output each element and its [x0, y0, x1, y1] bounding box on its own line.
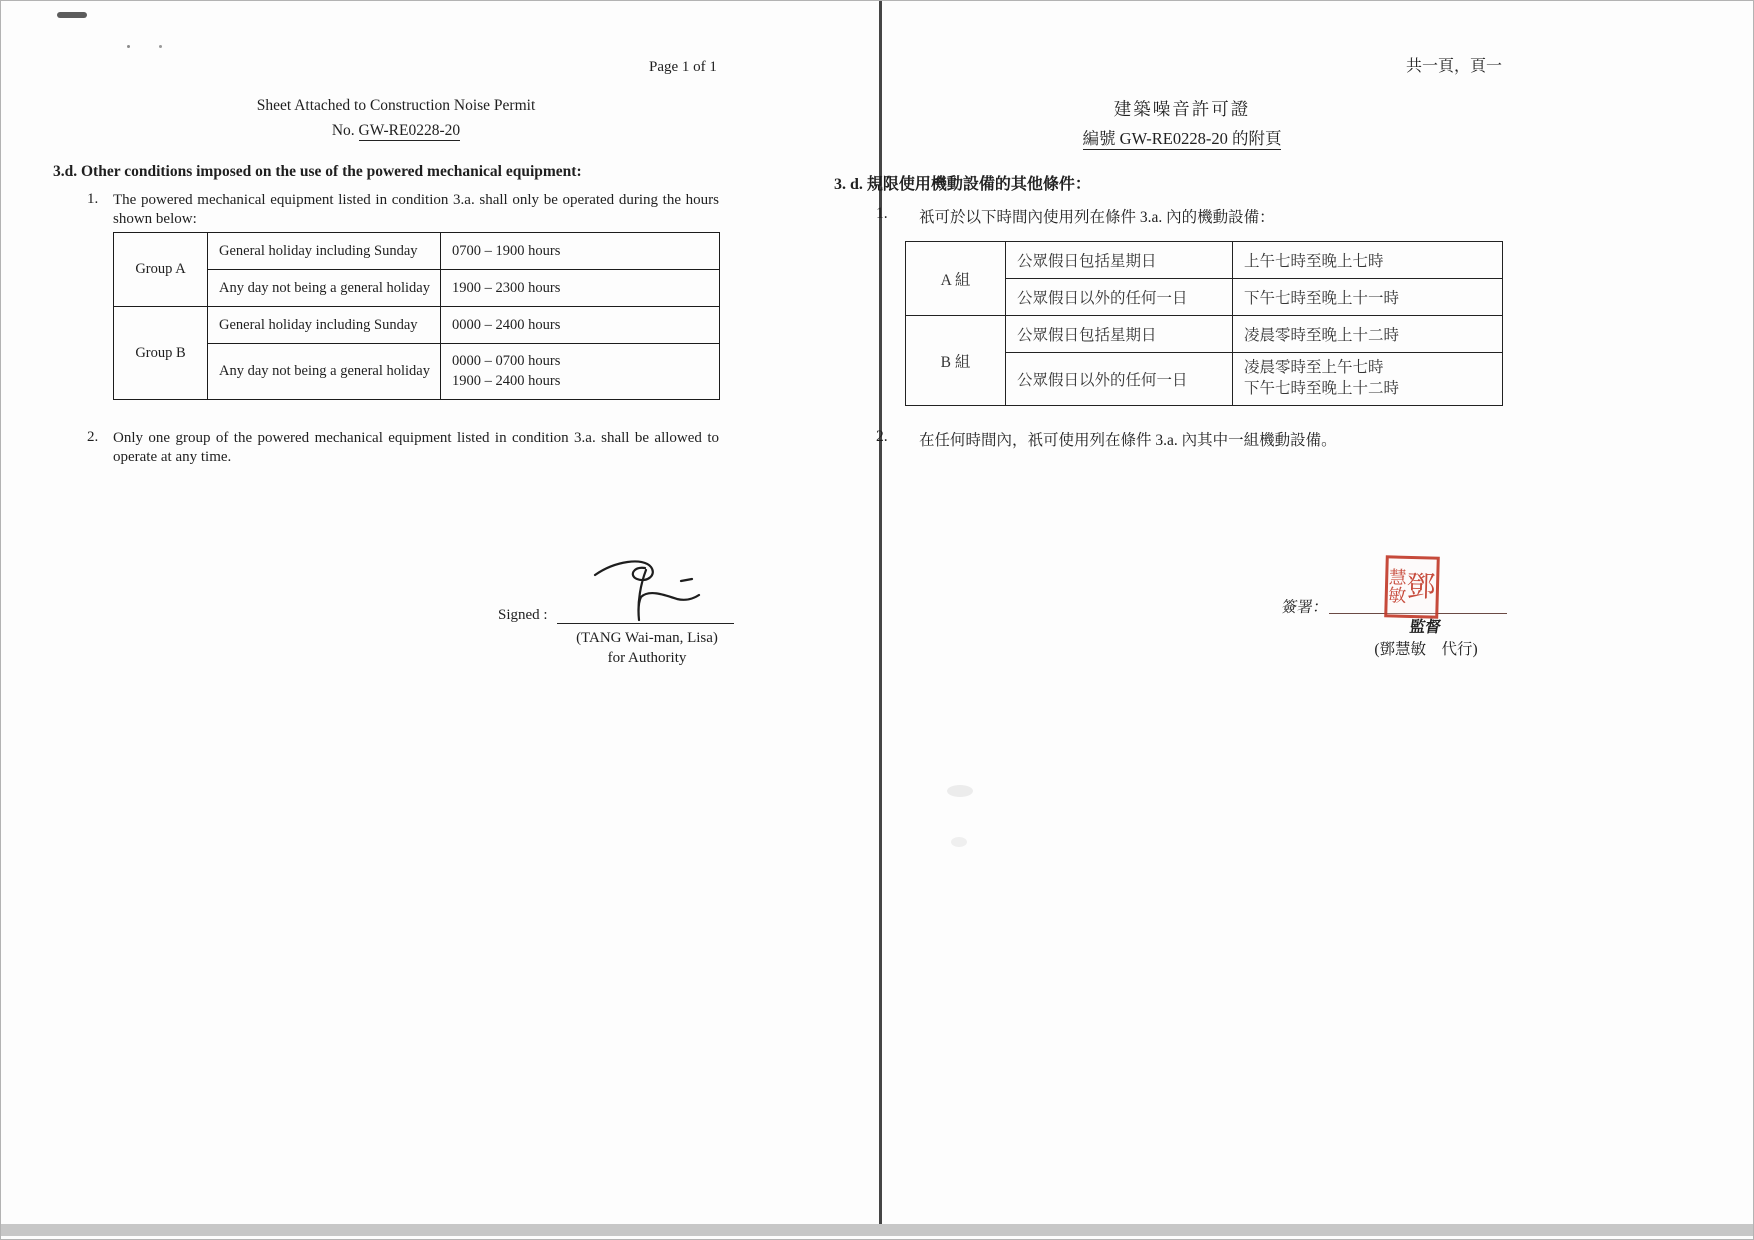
scan-artifact [951, 837, 967, 847]
document-title-chinese: 建築噪音許可證 [1113, 99, 1251, 119]
table-cell-hours: 1900 – 2300 hours [441, 270, 720, 307]
hours-line-1: 0000 – 0700 hours [452, 352, 561, 369]
hours-line-2: 下午七時至晚上十二時 [1244, 380, 1400, 397]
item2-text-chinese: 在任何時間內，祇可使用列在條件 3.a. 內其中一組機動設備。 [919, 432, 1337, 449]
permit-number-line-chinese [883, 125, 1481, 149]
item2-number-chinese: 2. [876, 428, 888, 445]
table-cell-hours [441, 344, 720, 400]
item1-text-chinese: 祇可於以下時間內使用列在條件 3.a. 內的機動設備： [919, 209, 1275, 226]
page-number-english: Page 1 of 1 [649, 59, 717, 75]
item2-number-english: 2. [87, 429, 99, 445]
section-number: 3. d. [834, 176, 863, 193]
table-cell-day: 公眾假日包括星期日 [1006, 242, 1233, 279]
section-heading-text: 規限使用機動設備的其他條件： [866, 176, 1091, 193]
table-cell-day: Any day not being a general holiday [208, 270, 441, 307]
operating-hours-table-chinese [905, 241, 1503, 406]
item2-text-english: Only one group of the powered mechanical equipment listed in condition 3.a. shall be allowed to operate at any time. [113, 430, 719, 466]
signatory-name-chinese: (鄧慧敏 代行) [1374, 641, 1478, 658]
item1-number-chinese: 1. [876, 205, 888, 222]
signed-label-chinese [1282, 595, 1329, 617]
table-cell-day: 公眾假日包括星期日 [1006, 316, 1233, 353]
table-cell-hours: 凌晨零時至晚上十二時 [1233, 316, 1503, 353]
red-authority-seal [1384, 555, 1440, 618]
table-cell-hours [1233, 353, 1503, 406]
table-cell-group-b: Group B [114, 307, 208, 400]
document-title-english: Sheet Attached to Construction Noise Permit [256, 97, 536, 114]
table-cell-group-a: Group A [114, 233, 208, 307]
seal-char: 敏 [1387, 585, 1407, 606]
table-cell-group-a: A 組 [906, 242, 1006, 316]
table-cell-hours: 0000 – 2400 hours [441, 307, 720, 344]
signatory-name-english: (TANG Wai-man, Lisa) [576, 630, 718, 646]
table-cell-day: General holiday including Sunday [208, 233, 441, 270]
section-heading-text: Other conditions imposed on the use of the powered mechanical equipment: [81, 163, 582, 180]
signatory-role-english: for Authority [607, 650, 687, 666]
permit-no-prefix: No. [331, 122, 359, 139]
permit-number: GW-RE0228-20 [358, 122, 461, 139]
table-cell-group-b: B 組 [906, 316, 1006, 406]
table-cell-day: 公眾假日以外的任何一日 [1006, 279, 1233, 316]
page-number-chinese: 共一頁，頁一 [1406, 58, 1503, 75]
signed-label-text: 簽署： [1280, 599, 1330, 616]
seal-right-column: 鄧 [1406, 570, 1436, 604]
section-number: 3.d. [53, 163, 78, 180]
scan-bottom-edge [1, 1224, 1753, 1236]
section-heading-chinese [834, 171, 1494, 194]
table-cell-day: 公眾假日以外的任何一日 [1006, 353, 1233, 406]
scan-artifact [57, 12, 87, 18]
hours-line-2: 1900 – 2400 hours [452, 372, 561, 389]
table-cell-hours: 上午七時至晚上七時 [1233, 242, 1503, 279]
permit-number-line-english [61, 122, 731, 140]
signatory-role-text: 監督 [1408, 619, 1443, 636]
table-cell-hours: 下午七時至晚上十一時 [1233, 279, 1503, 316]
hours-line-1: 凌晨零時至上午七時 [1244, 359, 1384, 377]
scan-artifact [127, 45, 130, 48]
scan-artifact [947, 785, 973, 797]
table-cell-day: General holiday including Sunday [208, 307, 441, 344]
permit-subtitle: 編號 GW-RE0228-20 的附頁 [1082, 129, 1282, 148]
signed-label-english: Signed : [498, 607, 548, 623]
seal-left-column [1388, 568, 1407, 604]
signatory-role-chinese [1386, 615, 1466, 637]
section-heading-english [53, 163, 743, 181]
table-cell-hours: 0700 – 1900 hours [441, 233, 720, 270]
scan-artifact [159, 45, 162, 48]
operating-hours-table-english [113, 232, 720, 400]
handwritten-signature [589, 557, 709, 628]
item1-text-english: The powered mechanical equipment listed in condition 3.a. shall only be operated during the hours shown below: [113, 192, 719, 228]
seal-char: 慧 [1388, 567, 1407, 588]
table-cell-day: Any day not being a general holiday [208, 344, 441, 400]
item1-number-english: 1. [87, 191, 99, 207]
